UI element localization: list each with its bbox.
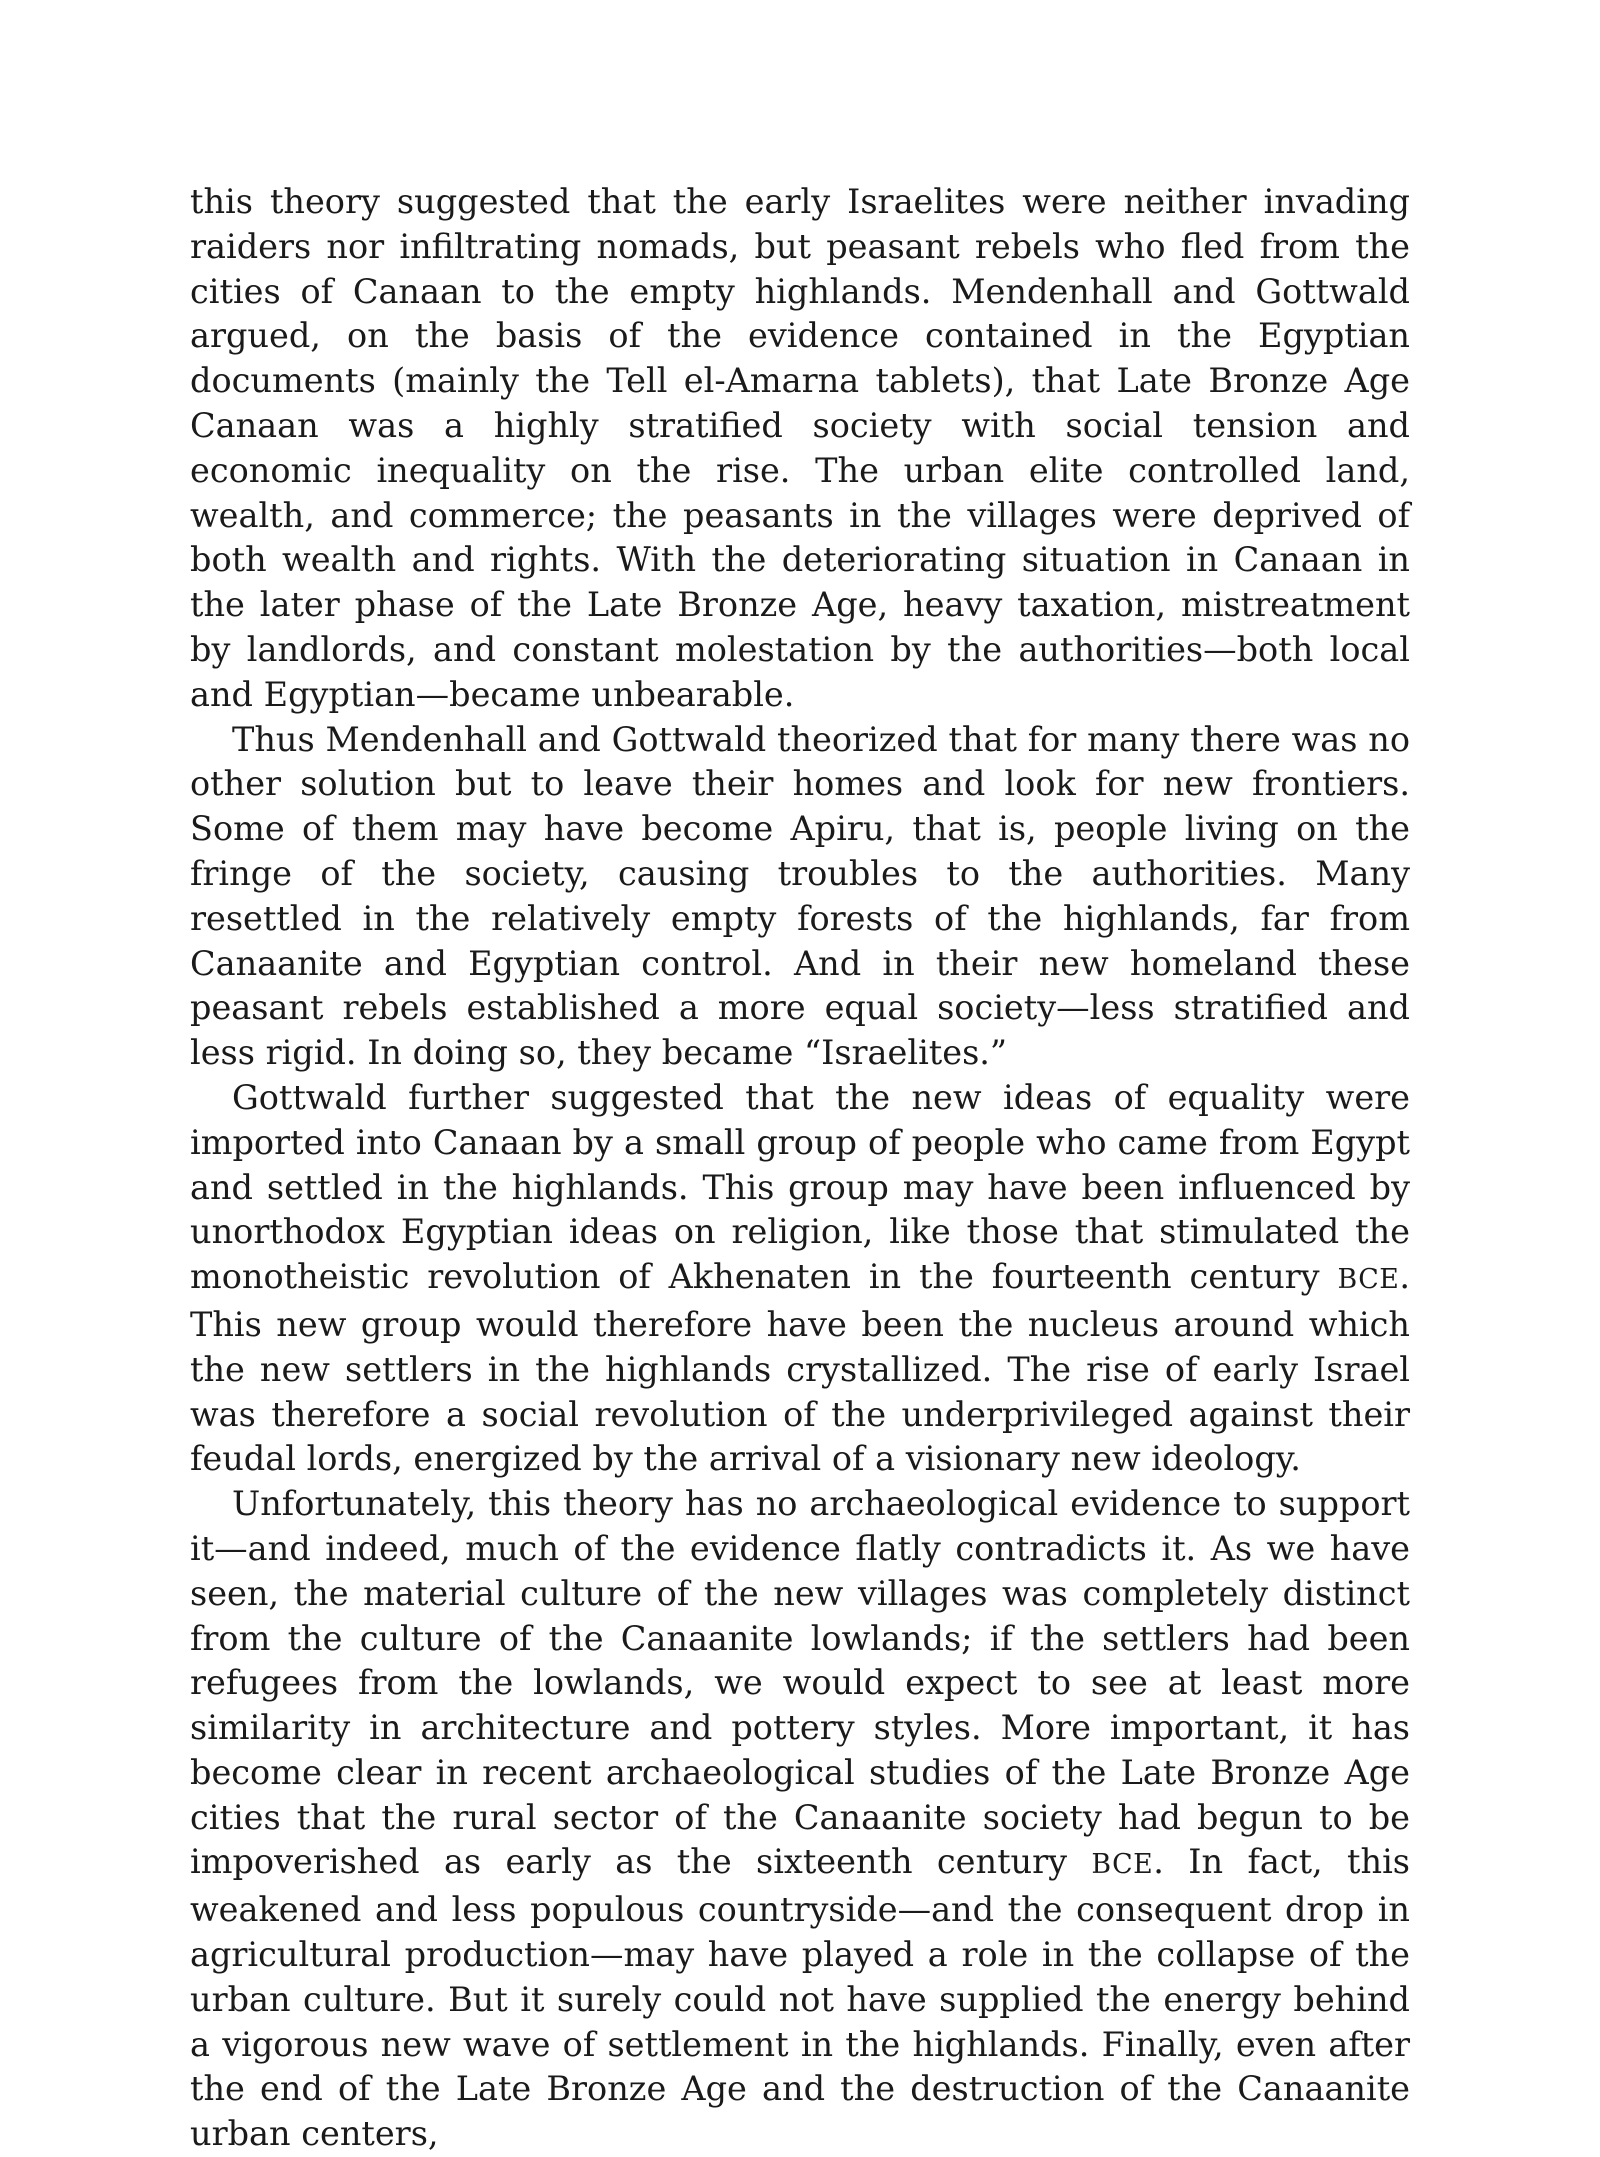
paragraph-4 xyxy=(190,1482,1410,2157)
paragraph-4-text-b: . In fact, this weakened and less populous countryside—and the consequent drop in agricultural production—may have played a role in the collapse of the urban culture. But it surely could not have supplied the energy behind a vigorous new wave of settlement in the highlands. Finally, even after the end of the Late Bronze Age and the destruction of the Canaanite urban centers, xyxy=(190,1842,1410,2154)
era-abbreviation: BCE xyxy=(1337,1264,1400,1296)
paragraph-2 xyxy=(190,718,1410,1076)
paragraph-2-text: Thus Mendenhall and Gottwald theorized that for many there was no other solution but to leave their homes and look for new frontiers. Some of them may have become Apiru, that is, people living on the fringe of the society, causing troubles to the authorities. Many resettled in the relatively empty forests of the highlands, far from Canaanite and Egyptian control. And in their new homeland these peasant rebels established a more equal society—less stratified and less rigid. In doing so, they became “Israelites.” xyxy=(190,719,1410,1073)
paragraph-1 xyxy=(190,180,1410,718)
paragraph-3-text-a: Gottwald further suggested that the new ideas of equality were imported into Canaan by a small group of people who came from Egypt and settled in the highlands. This group may have been influenced by unorthodox Egyptian ideas on religion, like those that stimulated the monotheistic revolution of Akhenaten in the fourteenth century xyxy=(190,1077,1410,1297)
paragraph-4-text-a: Unfortunately, this theory has no archaeological evidence to support it—and indeed, much of the evidence flatly contradicts it. As we have seen, the material culture of the new villages was completely distinct from the culture of the Canaanite lowlands; if the settlers had been refugees from the lowlands, we would expect to see at least more similarity in architecture and pottery styles. More important, it has become clear in recent archaeological studies of the Late Bronze Age cities that the rural sector of the Canaanite society had begun to be impoverished as early as the sixteenth century xyxy=(190,1484,1410,1882)
era-abbreviation: BCE xyxy=(1091,1849,1154,1881)
paragraph-3-text-b: . This new group would therefore have been the nucleus around which the new settlers in the highlands crystallized. The rise of early Israel was therefore a social revolution of the underprivileged against their feudal lords, energized by the arrival of a visionary new ideology. xyxy=(190,1257,1410,1479)
paragraph-3 xyxy=(190,1076,1410,1482)
page-body xyxy=(190,180,1410,2157)
paragraph-1-text: this theory suggested that the early Israelites were neither invading raiders nor infiltrating nomads, but peasant rebels who fled from the cities of Canaan to the empty highlands. Mendenhall and Gottwald argued, on the basis of the evidence contained in the Egyptian documents (mainly the Tell el-Amarna tablets), that Late Bronze Age Canaan was a highly stratified society with social tension and economic inequality on the rise. The urban elite controlled land, wealth, and commerce; the peasants in the villages were deprived of both wealth and rights. With the deteriorating situation in Canaan in the later phase of the Late Bronze Age, heavy taxation, mistreatment by landlords, and constant molestation by the authorities—both local and Egyptian—became unbearable. xyxy=(190,182,1410,714)
